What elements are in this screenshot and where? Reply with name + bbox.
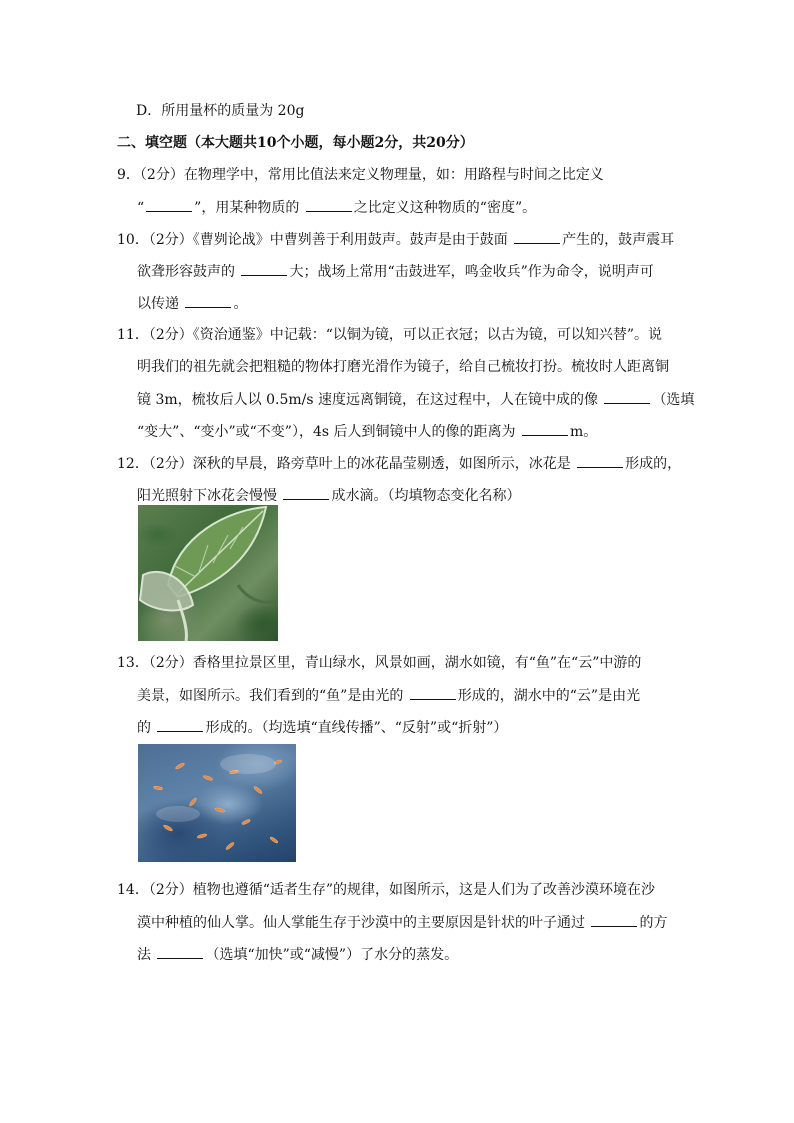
- q11-line1: 11．（2分）《资治通鉴》中记载：“以铜为镜，可以正衣冠；以古为镜，可以知兴替”。说: [117, 327, 663, 343]
- q10-text: 。: [233, 296, 248, 312]
- q14-line2: [137, 912, 667, 933]
- answer-blank[interactable]: [157, 717, 203, 732]
- q12-text: 形成的，: [625, 456, 682, 472]
- q10-text: 欲聋形容鼓声的: [137, 264, 240, 280]
- q13-line2: [137, 685, 640, 706]
- q9-line2: [137, 197, 536, 218]
- fish-clouds-photo: [138, 744, 296, 862]
- answer-blank[interactable]: [185, 293, 231, 308]
- q11-text: “变大”、“变小”或“不变”），4s 后人到铜镜中人的像的距离为: [137, 424, 520, 440]
- q9-text: ”，用某种物质的: [194, 200, 304, 216]
- q9-line1: 9．（2分）在物理学中，常用比值法来定义物理量，如：用路程与时间之比定义: [117, 167, 604, 183]
- q9-text: 之比定义这种物质的“密度”。: [353, 200, 537, 216]
- q11-text: 镜 3m，梳妆后人以 0.5m/s 速度远离铜镜，在这过程中，人在镜中成的像: [137, 392, 603, 408]
- q12-line2: [137, 485, 520, 506]
- option-d: D．所用量杯的质量为 20g: [136, 103, 305, 119]
- q10-line2: [137, 261, 654, 282]
- answer-blank[interactable]: [241, 261, 287, 276]
- q12-text: 阳光照射下冰花会慢慢: [137, 488, 282, 504]
- fish-illustration: [138, 744, 296, 862]
- q12-text: 12．（2分）深秋的早晨，路旁草叶上的冰花晶莹剔透，如图所示，冰花是: [117, 456, 576, 472]
- q14-text: 漠中种植的仙人掌。仙人掌能生存于沙漠中的主要原因是针状的叶子通过: [137, 915, 590, 931]
- answer-blank[interactable]: [146, 197, 192, 212]
- q11-text: （选填: [652, 392, 695, 408]
- q13-text: 形成的。（均选填“直线传播”、“反射”或“折射”）: [205, 720, 508, 736]
- q14-text: 的方: [639, 915, 668, 931]
- q10-text: 大；战场上常用“击鼓进军，鸣金收兵”作为命令，说明声可: [289, 264, 654, 280]
- q12-text: 成水滴。（均填物态变化名称）: [331, 488, 521, 504]
- q13-line3: [137, 717, 507, 738]
- q13-text: 的: [137, 720, 156, 736]
- answer-blank[interactable]: [522, 421, 568, 436]
- answer-blank[interactable]: [591, 912, 637, 927]
- answer-blank[interactable]: [157, 944, 203, 959]
- answer-blank[interactable]: [577, 453, 623, 468]
- q14-text: （选填“加快”或“减慢”）了水分的蒸发。: [205, 947, 459, 963]
- answer-blank[interactable]: [283, 485, 329, 500]
- answer-blank[interactable]: [306, 197, 352, 212]
- q10-text: 10．（2分）《曹刿论战》中曹刿善于利用鼓声。鼓声是由于鼓面: [117, 232, 513, 248]
- q11-line2: 明我们的祖先就会把粗糙的物体打磨光滑作为镜子，给自己梳妆打扮。梳妆时人距离铜: [137, 359, 669, 375]
- q13-text: 美景，如图所示。我们看到的“鱼”是由光的: [137, 688, 408, 704]
- q11-text: m。: [569, 424, 598, 440]
- q10-line3: [137, 293, 247, 314]
- q13-text: 形成的，湖水中的“云”是由光: [457, 688, 641, 704]
- frost-leaf-photo: [138, 505, 278, 641]
- section-title: 二、填空题（本大题共10个小题，每小题2分，共20分）: [117, 135, 474, 151]
- q11-line4: [137, 421, 597, 442]
- q10-text: 以传递: [137, 296, 184, 312]
- q11-line3: [137, 389, 694, 410]
- q10-text: 产生的，鼓声震耳: [562, 232, 675, 248]
- q10-line1: [117, 229, 674, 250]
- q14-line1: 14．（2分）植物也遵循“适者生存”的规律，如图所示，这是人们为了改善沙漠环境在沙: [117, 882, 656, 898]
- q9-text: “: [137, 200, 145, 216]
- q13-line1: 13．（2分）香格里拉景区里，青山绿水，风景如画，湖水如镜，有“鱼”在“云”中游的: [117, 655, 642, 671]
- q14-text: 法: [137, 947, 156, 963]
- answer-blank[interactable]: [410, 685, 456, 700]
- answer-blank[interactable]: [604, 389, 650, 404]
- frost-leaf-illustration: [138, 505, 278, 641]
- q14-line3: [137, 944, 458, 965]
- answer-blank[interactable]: [514, 229, 560, 244]
- q12-line1: [117, 453, 681, 474]
